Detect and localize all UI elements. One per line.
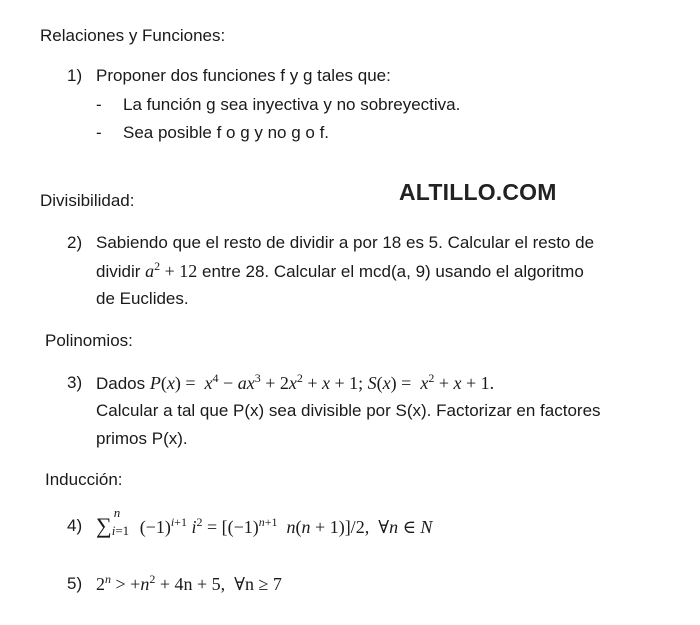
item-3-line-3: primos P(x). <box>96 429 188 448</box>
item-2-line-2 <box>96 257 584 286</box>
formula-a-squared-plus-12: $a^2 + 12$ <box>145 259 198 281</box>
item-number-5: 5) <box>67 574 83 593</box>
item-number-3: 3) <box>67 373 83 392</box>
section-heading-relaciones: Relaciones y Funciones: <box>40 26 226 45</box>
item-number-1: 1) <box>67 66 83 85</box>
bullet-1-text: La función g sea inyectiva y no sobreyectiva. <box>123 95 461 114</box>
formula-induction-sum: ∑ n i=1 $(-1)^{i+1}$ $i^2 = [(-1)^{n+1}$ n(n + 1)]/2, ∀n ∈ N <box>96 505 433 538</box>
item-3-pre: Dados <box>96 374 146 393</box>
watermark-logo: ALTILLO.COM <box>399 179 557 205</box>
formula-polynomials-p-s: $P(x) = x^4 - ax^3 + 2x^2 + x + 1$; $S(x) = x^2 + x + 1$. <box>149 371 495 393</box>
formula-induction-inequality: $2^n > +n^2 + 4n + 5$, ∀n ≥ 7 <box>96 572 282 594</box>
item-3-line-1 <box>96 369 494 398</box>
item-number-2: 2) <box>67 233 83 252</box>
section-heading-induccion: Inducción: <box>45 470 123 489</box>
bullet-dash: - <box>96 95 102 114</box>
item-2-line-3: de Euclides. <box>96 289 189 308</box>
item-number-4: 4) <box>67 516 83 535</box>
item-2-line-1: Sabiendo que el resto de dividir a por 18 es 5. Calcular el resto de <box>96 233 595 252</box>
item-3-line-2: Calcular a tal que P(x) sea divisible por S(x). Factorizar en factores <box>96 401 601 420</box>
bullet-dash: - <box>96 123 102 142</box>
item-2-line-2-post: entre 28. Calcular el mcd(a, 9) usando el algoritmo <box>202 262 584 281</box>
item-1-text: Proponer dos funciones f y g tales que: <box>96 66 391 85</box>
section-heading-polinomios: Polinomios: <box>45 331 133 350</box>
section-heading-divisibilidad: Divisibilidad: <box>40 191 135 210</box>
item-2-line-2-pre: dividir <box>96 262 141 281</box>
bullet-2-text: Sea posible f o g y no g o f. <box>123 123 330 142</box>
